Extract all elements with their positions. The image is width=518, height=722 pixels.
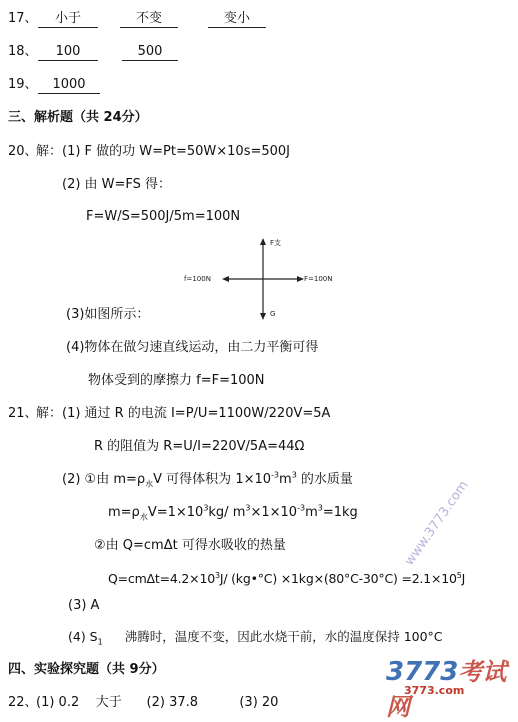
q22-number: 22、 xyxy=(8,695,38,710)
q19-number: 19、 xyxy=(8,77,38,92)
q21-line-8: (4) $S_1$ 沸腾时，温度不变，因此水烧干前，水的温度保持 100°C xyxy=(68,629,443,647)
section-4-title: 四、实验探究题（共 9分） xyxy=(8,662,165,677)
q18-number: 18、 xyxy=(8,44,38,59)
q21-number: 21、 xyxy=(8,406,38,421)
force-label-gravity: G xyxy=(270,310,276,318)
q20-line-4: (3)如图所示： xyxy=(66,307,150,322)
q21-line-3: (2) ①由 $m=\rho_水V$ 可得体积为 $1\times 10^{-3}m^3$ 的水质量 xyxy=(62,470,353,489)
q21-line-6: $Q=cm\Delta t=4.2\times 10^3J/$ (kg•°C) $\times 1kg\times(80^\circ C-30^\circ C) =2.1\times 10^5J$ xyxy=(108,570,466,586)
q20-line-1: 解：(1) F 做的功 W=Pt=50W×10s=500J xyxy=(36,144,291,159)
q21-line-5: ②由 Q=cmΔt 可得水吸收的热量 xyxy=(94,538,286,553)
force-label-support: F支 xyxy=(270,239,282,247)
watermark-diagonal: www.3773.com xyxy=(402,478,472,569)
watermark-url: 3773.com xyxy=(404,684,465,697)
force-diagram xyxy=(180,236,350,322)
q20-line-5: (4)物体在做匀速直线运动，由二力平衡可得 xyxy=(66,340,319,355)
section-3-title: 三、解析题（共 24分） xyxy=(8,110,148,125)
q21-line-2: R 的阻值为 R=U/I=220V/5A=44Ω xyxy=(94,439,305,454)
q18-answer-1: 100 xyxy=(38,43,98,61)
q20-number: 20、 xyxy=(8,144,38,159)
q18-answer-2: 500 xyxy=(122,43,178,61)
watermark-logo: 3773考试网 xyxy=(386,657,507,721)
q20-line-2: (2) 由 W=FS 得： xyxy=(62,177,172,192)
q21-line-4: $m=\rho_水V=1\times 10^3kg/$ $m^3\times 1\times 10^{-3}m^3=1kg$ xyxy=(108,503,358,522)
q17-answer-2: 不变 xyxy=(120,10,178,28)
force-label-pull: F=100N xyxy=(304,275,333,283)
q17-number: 17、 xyxy=(8,11,38,26)
q17-answer-1: 小于 xyxy=(38,10,98,28)
q22-line: (1) 0.2 大于 (2) 37.8 (3) 20 xyxy=(36,695,279,710)
force-label-friction: f=100N xyxy=(184,275,211,283)
q20-line-3: F=W/S=500J/5m=100N xyxy=(86,209,241,224)
q19-answer-1: 1000 xyxy=(38,76,100,94)
q20-line-6: 物体受到的摩擦力 f=F=100N xyxy=(88,373,265,388)
q21-line-7: (3) A xyxy=(68,598,100,613)
q21-line-1: 解：(1) 通过 R 的电流 I=P/U=1100W/220V=5A xyxy=(36,406,331,421)
q17-answer-3: 变小 xyxy=(208,10,266,28)
